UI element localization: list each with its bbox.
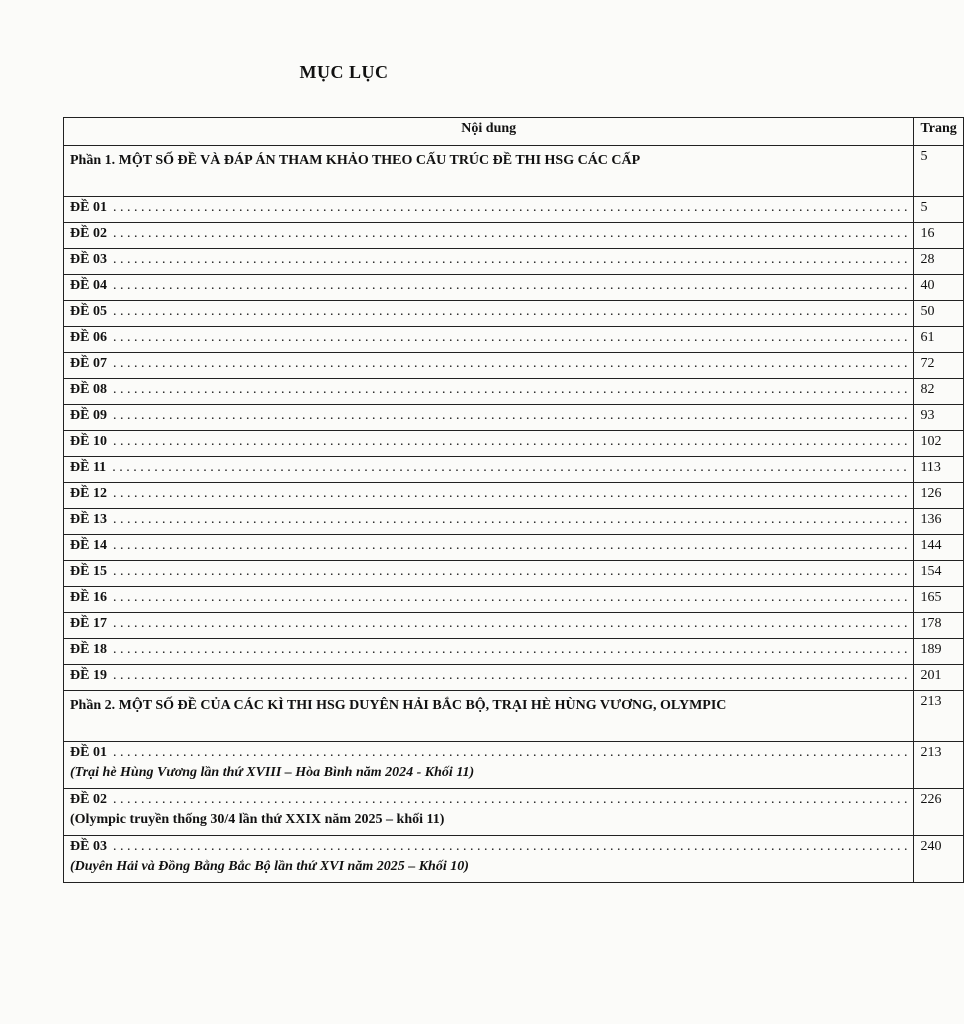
toc-entry-page: 240 [914,836,963,883]
toc-entry-page: 165 [914,587,963,613]
toc-row [64,379,964,405]
dot-leader [113,304,908,320]
toc-entry-leader [70,382,907,398]
toc-entry-label: ĐỀ 06 [70,330,107,345]
toc-entry [64,535,914,561]
toc-entry-label: ĐỀ 08 [70,382,107,397]
toc-entry-leader [70,460,907,476]
toc-entry-page: 201 [914,665,963,691]
toc-entry-leader [70,356,907,372]
toc-entry-page: 16 [914,223,963,249]
toc-entry-leader [70,745,907,761]
dot-leader [113,200,908,216]
toc-entry-leader [70,564,907,580]
toc-entry [64,249,914,275]
toc-header-row [64,118,964,146]
toc-entry-page: 144 [914,535,963,561]
toc-entry-leader [70,590,907,606]
part2-page: 213 [914,691,963,742]
toc-entry-label: ĐỀ 03 [70,839,107,854]
toc-row [64,587,964,613]
toc-entry-label: ĐỀ 13 [70,512,107,527]
toc-entry [64,509,914,535]
toc-entry-page: 5 [914,197,963,223]
toc-entry-page: 28 [914,249,963,275]
toc-row [64,197,964,223]
toc-entry-page: 93 [914,405,963,431]
toc-entry-label: ĐỀ 19 [70,668,107,683]
toc-entry-leader [70,252,907,268]
toc-entry-leader [70,226,907,242]
toc-entry-label: ĐỀ 02 [70,226,107,241]
toc-entry-label: ĐỀ 17 [70,616,107,631]
toc-entry-leader [70,538,907,554]
part1-title-text: Phần 1. MỘT SỐ ĐỀ VÀ ĐÁP ÁN THAM KHẢO THEO CẤU TRÚC ĐỀ THI HSG CÁC CẤP [70,153,641,168]
toc-entry-label: ĐỀ 11 [70,460,107,475]
toc-entry-leader [70,200,907,216]
toc-row [64,301,964,327]
header-page: Trang [914,118,963,146]
toc-entry-label: ĐỀ 12 [70,486,107,501]
toc-entry [64,742,914,789]
toc-entry-leader [70,408,907,424]
part2-title-text: Phần 2. MỘT SỐ ĐỀ CỦA CÁC KÌ THI HSG DUYÊN HẢI BẮC BỘ, TRẠI HÈ HÙNG VƯƠNG, OLYMPIC [70,698,727,713]
toc-row [64,639,964,665]
toc-entry-label: ĐỀ 09 [70,408,107,423]
dot-leader [113,382,908,398]
toc-row [64,431,964,457]
dot-leader [113,434,908,450]
toc-entry-leader [70,304,907,320]
toc-entry [64,379,914,405]
toc-entry-label: ĐỀ 04 [70,278,107,293]
dot-leader [113,839,908,855]
toc-entry [64,327,914,353]
toc-entry-page: 102 [914,431,963,457]
toc-row [64,789,964,836]
toc-row [64,836,964,883]
toc-row [64,742,964,789]
toc-row [64,457,964,483]
dot-leader [113,330,908,346]
dot-leader [113,745,908,761]
toc-entry [64,223,914,249]
toc-entry-label: ĐỀ 01 [70,200,107,215]
dot-leader [112,460,907,476]
toc-entry [64,301,914,327]
toc-row [64,405,964,431]
toc-entry [64,665,914,691]
dot-leader [113,792,908,808]
toc-entry-leader [70,792,907,808]
toc-entry-leader [70,642,907,658]
toc-entry [64,405,914,431]
dot-leader [113,252,908,268]
toc-entry-page: 72 [914,353,963,379]
dot-leader [113,486,908,502]
toc-entry-leader [70,616,907,632]
toc-entry-page: 126 [914,483,963,509]
toc-entry [64,613,914,639]
toc-entry [64,483,914,509]
toc-entry-source: (Olympic truyền thống 30/4 lần thứ XXIX năm 2025 – khối 11) [70,812,445,827]
toc-entry [64,639,914,665]
part1-row [64,146,964,197]
page-title: MỤC LỤC [299,62,389,82]
toc-entry-source: (Trại hè Hùng Vương lần thứ XVIII – Hòa Bình năm 2024 - Khối 11) [70,765,475,780]
dot-leader [113,668,908,684]
toc-entry-label: ĐỀ 05 [70,304,107,319]
dot-leader [113,564,908,580]
dot-leader [113,278,908,294]
toc-row [64,223,964,249]
toc-entry [64,836,914,883]
toc-entry [64,197,914,223]
toc-entry-label: ĐỀ 16 [70,590,107,605]
toc-entry-page: 178 [914,613,963,639]
dot-leader [113,356,908,372]
toc-entry-leader [70,278,907,294]
toc-entry-label: ĐỀ 07 [70,356,107,371]
part1-page: 5 [914,146,963,197]
dot-leader [113,590,908,606]
toc-entry-source: (Duyên Hải và Đồng Bằng Bắc Bộ lần thứ XVI năm 2025 – Khối 10) [70,859,469,874]
dot-leader [113,408,908,424]
toc-entry-leader [70,434,907,450]
dot-leader [113,616,908,632]
toc-entry-page: 154 [914,561,963,587]
toc-entry [64,353,914,379]
toc-entry-label: ĐỀ 02 [70,792,107,807]
toc-entry-page: 40 [914,275,963,301]
toc-entry [64,789,914,836]
dot-leader [113,642,908,658]
toc-entry-page: 213 [914,742,963,789]
toc-entry [64,587,914,613]
toc-entry-page: 113 [914,457,963,483]
dot-leader [113,226,908,242]
toc-entry-label: ĐỀ 14 [70,538,107,553]
toc-entry-leader [70,512,907,528]
toc-entry-leader [70,486,907,502]
dot-leader [113,512,908,528]
dot-leader [113,538,908,554]
toc-row [64,249,964,275]
toc-entry-page: 136 [914,509,963,535]
toc-entry-leader [70,668,907,684]
toc-table [63,117,964,883]
toc-entry-label: ĐỀ 01 [70,745,107,760]
toc-body [64,146,964,883]
toc-entry [64,431,914,457]
toc-row [64,483,964,509]
toc-entry-page: 189 [914,639,963,665]
toc-row [64,613,964,639]
toc-entry-page: 226 [914,789,963,836]
toc-entry-label: ĐỀ 15 [70,564,107,579]
toc-entry [64,561,914,587]
toc-row [64,665,964,691]
toc-entry-label: ĐỀ 18 [70,642,107,657]
toc-entry-label: ĐỀ 10 [70,434,107,449]
toc-entry-leader [70,839,907,855]
part1-title [64,146,914,197]
toc-entry-label: ĐỀ 03 [70,252,107,267]
toc-row [64,535,964,561]
toc-entry [64,275,914,301]
toc-row [64,561,964,587]
toc-row [64,327,964,353]
toc-row [64,353,964,379]
part2-row [64,691,964,742]
toc-entry-leader [70,330,907,346]
toc-entry-page: 61 [914,327,963,353]
toc-row [64,509,964,535]
part2-title [64,691,914,742]
header-content: Nội dung [64,118,914,146]
toc-entry [64,457,914,483]
toc-entry-page: 82 [914,379,963,405]
toc-entry-page: 50 [914,301,963,327]
toc-row [64,275,964,301]
